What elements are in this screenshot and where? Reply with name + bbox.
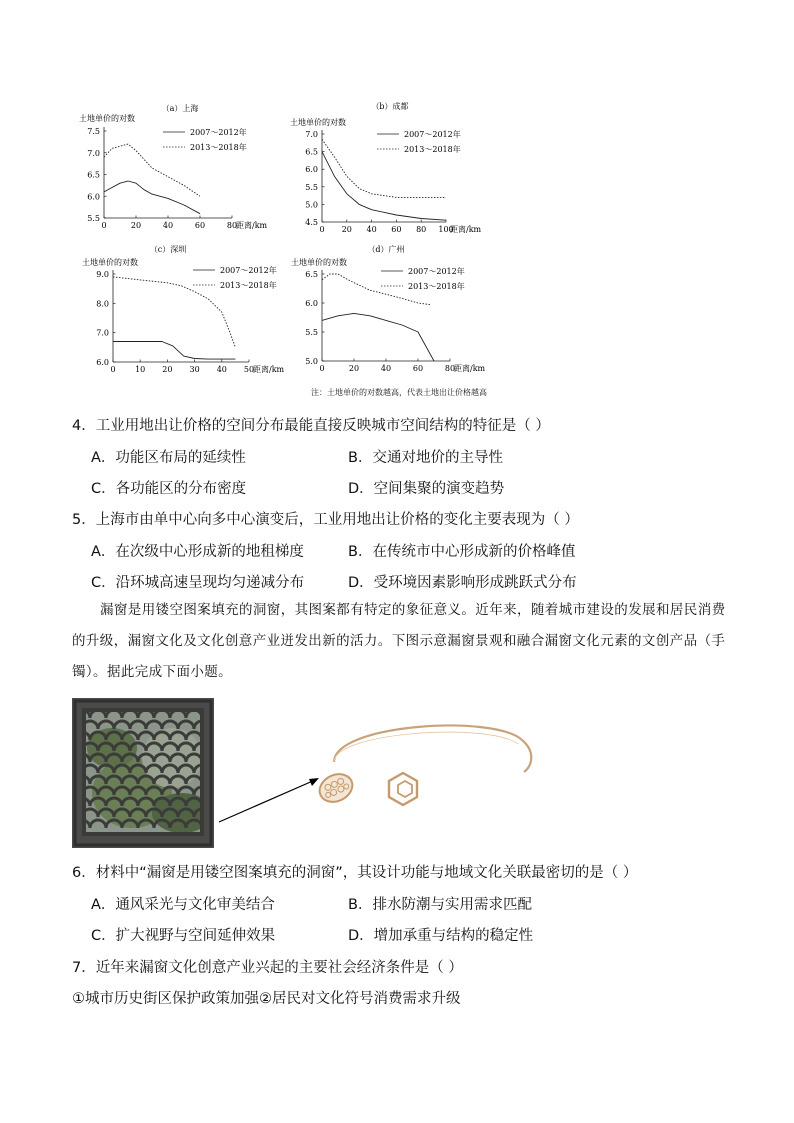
y-tick-label: 5.5 — [305, 182, 318, 192]
chart-xlabel: 距离/km — [450, 225, 482, 234]
y-tick-label: 7.0 — [96, 328, 109, 338]
x-tick-label: 0 — [319, 225, 325, 234]
x-tick-label: 80 — [444, 364, 456, 373]
y-tick-label: 5.5 — [305, 328, 318, 337]
x-tick-label: 20 — [130, 221, 142, 230]
y-tick-label: 5.5 — [87, 214, 100, 223]
x-tick-label: 40 — [380, 364, 392, 373]
y-tick-label: 6.0 — [305, 165, 318, 175]
x-tick-label: 60 — [194, 221, 206, 230]
question-6-option-b: B．排水防潮与实用需求匹配 — [348, 897, 532, 913]
y-tick-label: 8.0 — [96, 299, 109, 309]
series-line — [104, 181, 200, 214]
question-7-statements: ①城市历史街区保护政策加强②居民对文化符号消费需求升级 — [72, 991, 461, 1007]
chart-ylabel: 土地单价的对数 — [290, 118, 346, 127]
x-tick-label: 10 — [135, 365, 146, 374]
question-6-option-a: A．通风采光与文化审美结合 — [91, 897, 275, 913]
legend-label: 2013～2018年 — [220, 281, 277, 290]
x-tick-label: 20 — [348, 364, 360, 373]
x-tick-label: 30 — [189, 365, 200, 374]
chart-2 — [82, 244, 285, 374]
x-tick-label: 40 — [162, 221, 174, 230]
question-5-stem: 5．上海市由单中心向多中心演变后，工业用地出让价格的变化主要表现为（ ） — [72, 512, 579, 528]
question-6-option-c: C．扩大视野与空间延伸效果 — [91, 928, 276, 944]
question-5-option-b: B．在传统市中心形成新的价格峰值 — [348, 544, 576, 560]
y-tick-label: 7.0 — [305, 130, 318, 139]
question-5-option-a: A．在次级中心形成新的地租梯度 — [91, 544, 304, 560]
question-7-stem: 7．近年来漏窗文化创意产业兴起的主要社会经济条件是（ ） — [72, 960, 463, 976]
x-tick-label: 0 — [110, 365, 116, 374]
y-tick-label: 6.5 — [87, 170, 100, 180]
question-4-stem: 4．工业用地出让价格的空间分布最能直接反映城市空间结构的特征是（ ） — [72, 418, 550, 434]
chart-ylabel: 土地单价的对数 — [79, 114, 135, 123]
y-tick-label: 7.5 — [87, 127, 100, 136]
chart-0 — [79, 103, 268, 230]
series-line — [322, 313, 434, 361]
chart-title: （a）上海 — [161, 104, 199, 113]
question-6-option-d: D．增加承重与结构的稳定性 — [348, 928, 534, 944]
chart-3 — [291, 244, 486, 373]
x-tick-label: 60 — [412, 364, 424, 373]
lattice-window-photo — [72, 698, 214, 848]
x-tick-label: 0 — [319, 364, 325, 373]
x-tick-label: 60 — [391, 225, 402, 234]
legend-label: 2007～2012年 — [190, 128, 247, 137]
y-tick-label: 5.0 — [305, 357, 318, 366]
legend-label: 2007～2012年 — [408, 267, 465, 276]
chart-title: （d）广州 — [367, 245, 405, 254]
x-tick-label: 50 — [243, 365, 255, 374]
legend-label: 2013～2018年 — [190, 143, 247, 152]
series-line — [113, 277, 235, 347]
chart-note: 注：土地单价的对数越高，代表土地出让价格越高 — [311, 388, 487, 397]
x-tick-label: 0 — [101, 221, 107, 230]
question-6-stem: 6．材料中“漏窗是用镂空图案填充的洞窗”，其设计功能与地域文化关联最密切的是（ ） — [72, 865, 638, 881]
chart-ylabel: 土地单价的对数 — [291, 258, 347, 267]
y-tick-label: 4.5 — [305, 218, 318, 227]
x-tick-label: 40 — [366, 225, 377, 234]
y-tick-label: 6.5 — [305, 270, 318, 279]
passage-text: 漏窗是用镂空图案填充的洞窗，其图案都有特定的象征意义。近年来，随着城市建设的发展和居民消费的升级，漏窗文化及文化创意产业迸发出新的活力。下图示意漏窗景观和融合漏窗文化元素的文创产品（手镯）。据此完成下面小题。 — [72, 602, 726, 680]
chart-xlabel: 距离/km — [253, 365, 285, 374]
question-4-option-b: B．交通对地价的主导性 — [348, 450, 503, 466]
passage — [72, 595, 732, 688]
legend-label: 2013～2018年 — [404, 145, 461, 154]
y-tick-label: 5.0 — [305, 200, 318, 210]
legend-label: 2007～2012年 — [404, 130, 461, 139]
question-4-option-c: C．各功能区的分布密度 — [91, 481, 247, 497]
chart-panel — [0, 0, 794, 400]
series-line — [322, 152, 446, 221]
bracelet-photo — [294, 712, 534, 812]
chart-xlabel: 距离/km — [236, 221, 268, 230]
chart-xlabel: 距离/km — [454, 364, 486, 373]
x-tick-label: 80 — [416, 225, 427, 234]
x-tick-label: 20 — [162, 365, 173, 374]
question-5-option-d: D．受环境因素影响形成跳跃式分布 — [348, 575, 577, 591]
question-4-option-a: A．功能区布局的延续性 — [91, 450, 246, 466]
question-4-option-d: D．空间集聚的演变趋势 — [348, 481, 505, 497]
legend-label: 2007～2012年 — [220, 266, 277, 275]
legend-label: 2013～2018年 — [408, 282, 465, 291]
chart-ylabel: 土地单价的对数 — [82, 258, 138, 267]
x-tick-label: 80 — [226, 221, 238, 230]
y-tick-label: 9.0 — [96, 270, 109, 279]
chart-1 — [290, 101, 482, 234]
y-tick-label: 6.0 — [305, 299, 318, 308]
x-tick-label: 40 — [216, 365, 227, 374]
y-tick-label: 6.0 — [87, 192, 100, 202]
y-tick-label: 7.0 — [87, 148, 100, 158]
chart-title: （b）成都 — [371, 102, 409, 111]
x-tick-label: 100 — [438, 225, 454, 234]
y-tick-label: 6.5 — [305, 147, 318, 157]
chart-title: （c）深圳 — [149, 245, 187, 254]
series-line — [113, 342, 235, 360]
y-tick-label: 6.0 — [96, 358, 109, 367]
question-5-option-c: C．沿环城高速呈现均匀递减分布 — [91, 575, 305, 591]
series-line — [104, 144, 200, 196]
x-tick-label: 20 — [341, 225, 352, 234]
